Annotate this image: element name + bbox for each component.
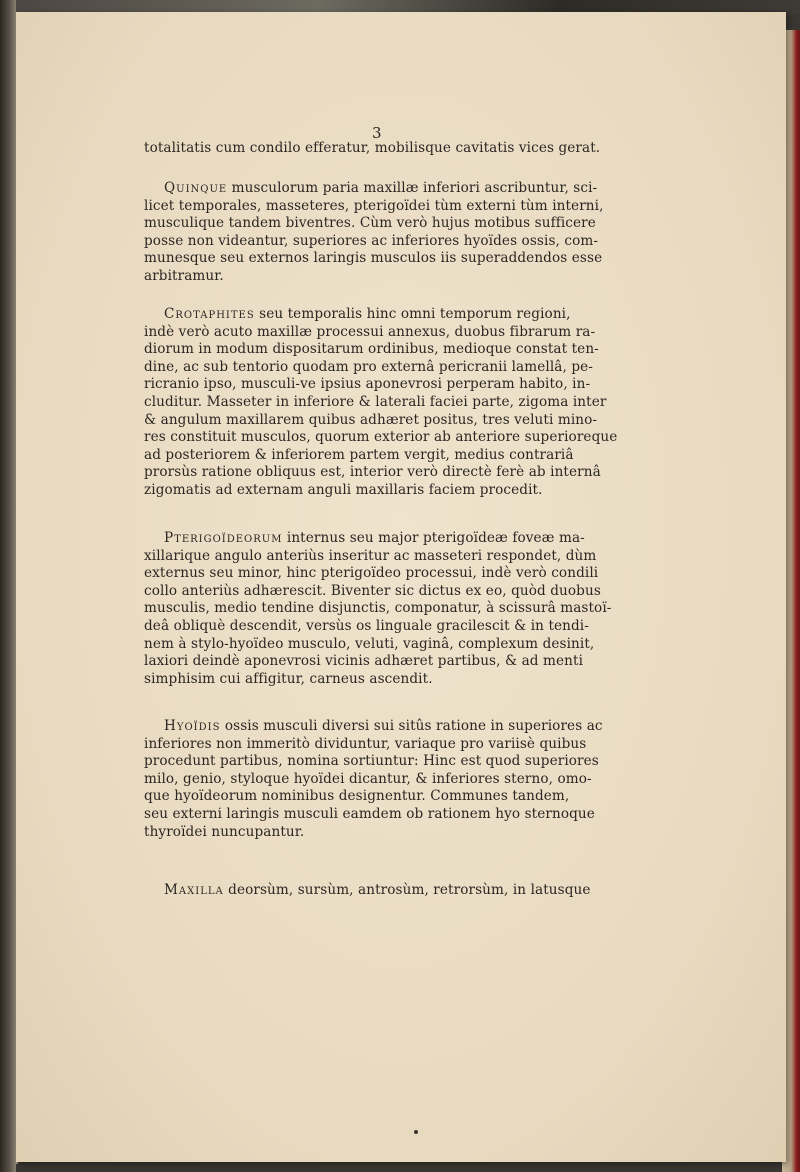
paragraph-hyoidis bbox=[144, 718, 616, 841]
book-binding-edge bbox=[0, 0, 16, 1172]
text-line: munesque seu externos laringis musculos iis superaddendos esse bbox=[144, 250, 603, 267]
book-page bbox=[16, 12, 786, 1162]
text-line: Crotaphites seu temporalis hinc omni temporum regioni, bbox=[164, 306, 571, 322]
text-line: musculis, medio tendine disjunctis, componatur, à scissurâ mastoï- bbox=[144, 600, 612, 617]
text-line: laxiori deindè aponevrosi vicinis adhæret partibus, & ad menti bbox=[144, 653, 584, 670]
paragraph-pterigoideorum bbox=[144, 530, 616, 688]
text-line: indè verò acuto maxillæ processui annexus, duobus fibrarum ra- bbox=[144, 323, 596, 340]
text-line: prorsùs ratione obliquus est, interior verò directè ferè ab internâ bbox=[144, 464, 601, 481]
text-line: nem à stylo-hyoïdeo musculo, veluti, vaginâ, complexum desinit, bbox=[144, 635, 595, 652]
text-line: licet temporales, masseteres, pterigoïdei tùm externi tùm interni, bbox=[144, 197, 604, 214]
text-line: & angulum maxillarem quibus adhæret positus, tres veluti mino- bbox=[144, 411, 598, 428]
text-line: simphisim cui affigitur, carneus ascendit. bbox=[144, 670, 433, 687]
text-line: deâ obliquè descendit, versùs os linguale gracilescit & in tendi- bbox=[144, 617, 589, 634]
page-number: 3 bbox=[372, 124, 382, 142]
paragraph-lead: Maxilla bbox=[164, 882, 224, 898]
text-line: xillarique angulo anteriùs inseritur ac masseteri respondet, dùm bbox=[144, 547, 597, 564]
text-line: externus seu minor, hinc pterigoïdeo processui, indè verò condili bbox=[144, 565, 599, 582]
text-line: Pterigoïdeorum internus seu major pterigoïdeæ foveæ ma- bbox=[164, 530, 585, 546]
text-line: posse non videantur, superiores ac inferiores hyoïdes ossis, com- bbox=[144, 232, 599, 249]
paragraph-lead: Quinque bbox=[164, 180, 228, 196]
text-line: procedunt partibus, nomina sortiuntur: Hinc est quod superiores bbox=[144, 753, 599, 770]
text-line: Quinque musculorum paria maxillæ inferiori ascribuntur, sci- bbox=[164, 180, 598, 196]
text-line: ricranio ipso, musculi-ve ipsius aponevrosi perperam habito, in- bbox=[144, 376, 591, 393]
paragraph-lead: Hyoïdis bbox=[164, 718, 221, 734]
text-line: totalitatis cum condilo efferatur, mobilisque cavitatis vices gerat. bbox=[144, 140, 601, 156]
text-line: collo anteriùs adhærescit. Biventer sic dictus ex eo, quòd duobus bbox=[144, 582, 601, 599]
text-line: Hyoïdis ossis musculi diversi sui sitûs ratione in superiores ac bbox=[164, 718, 603, 734]
text-line: diorum in modum dispositarum ordinibus, medioque constat ten- bbox=[144, 341, 599, 358]
text-line: milo, genio, styloque hyoïdei dicantur, & inferiores sterno, omo- bbox=[144, 770, 592, 787]
text-line: cluditur. Masseter in inferiore & laterali faciei parte, zigoma inter bbox=[144, 393, 607, 410]
text-line: inferiores non immeritò dividuntur, variaque pro variisè quibus bbox=[144, 735, 587, 752]
text-line: zigomatis ad externam anguli maxillaris faciem procedit. bbox=[144, 481, 543, 498]
paragraph-lead: Pterigoïdeorum bbox=[164, 530, 283, 546]
paragraph-maxilla bbox=[144, 882, 616, 900]
ink-spot bbox=[414, 1130, 418, 1134]
text-line: res constituit musculos, quorum exterior ab anteriore superioreque bbox=[144, 429, 618, 446]
paragraph-quinque bbox=[144, 180, 616, 286]
paragraph-crotaphites bbox=[144, 306, 616, 500]
text-line: arbitramur. bbox=[144, 267, 224, 284]
text-line: que hyoïdeorum nominibus designentur. Communes tandem, bbox=[144, 788, 570, 805]
text-line: Maxilla deorsùm, sursùm, antrosùm, retrorsùm, in latusque bbox=[164, 882, 591, 898]
opening-line bbox=[144, 140, 616, 158]
paragraph-lead: Crotaphites bbox=[164, 306, 255, 322]
text-line: musculique tandem biventres. Cùm verò hujus motibus sufficere bbox=[144, 215, 596, 232]
text-line: dine, ac sub tentorio quodam pro externâ pericranii lamellâ, pe- bbox=[144, 358, 593, 375]
text-line: thyroïdei nuncupantur. bbox=[144, 823, 305, 840]
text-line: seu externi laringis musculi eamdem ob rationem hyo sternoque bbox=[144, 805, 595, 822]
text-line: ad posteriorem & inferiorem partem vergit, medius contrariâ bbox=[144, 446, 574, 463]
